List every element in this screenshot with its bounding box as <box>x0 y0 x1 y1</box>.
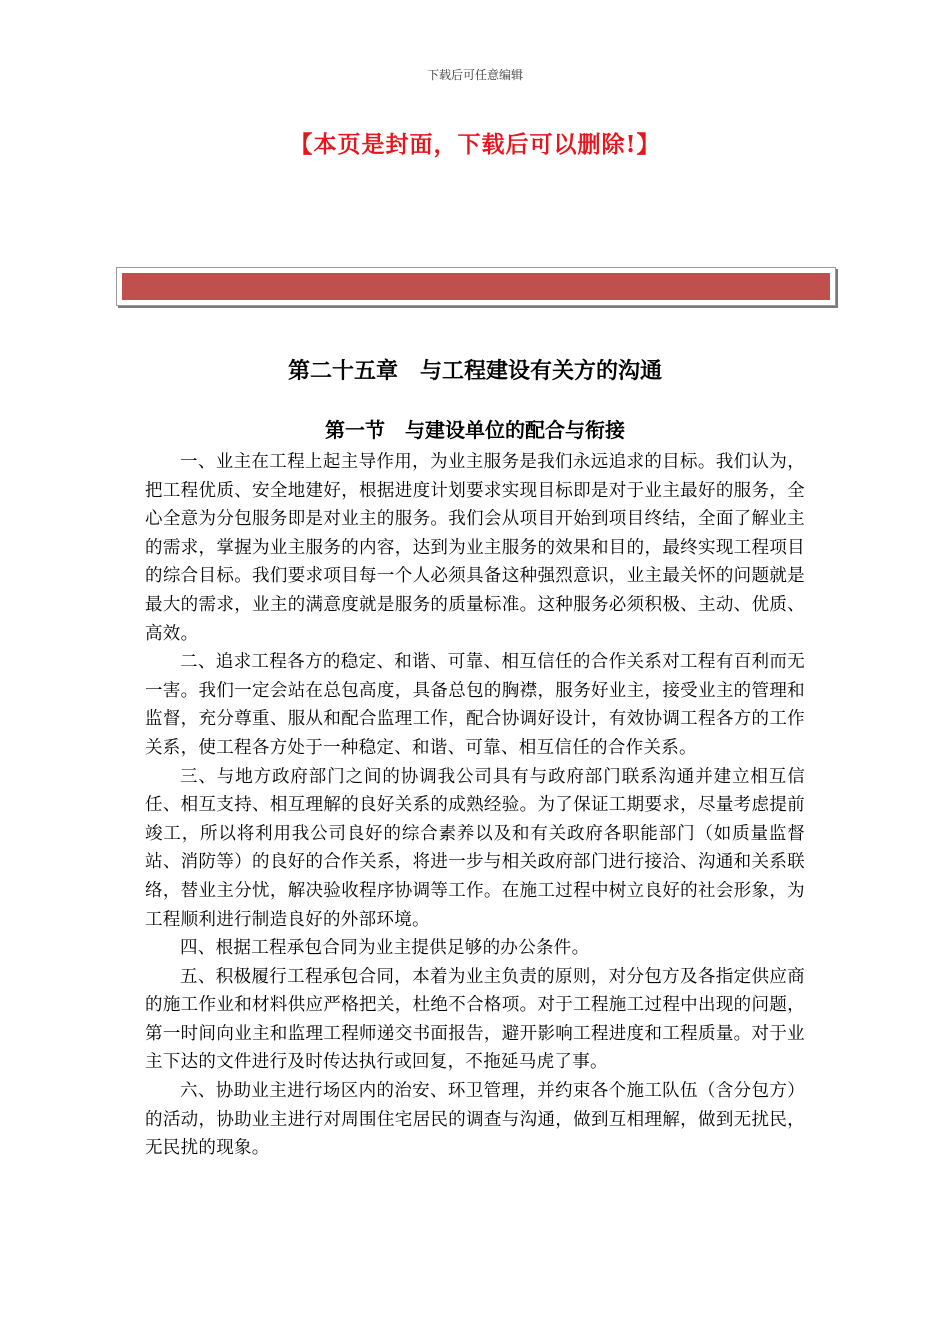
paragraph-5: 五、积极履行工程承包合同，本着为业主负责的原则，对分包方及各指定供应商的施工作业和材料供应严格把关，杜绝不合格项。对于工程施工过程中出现的问题，第一时间向业主和监理工程师递交书面报告，避开影响工程进度和工程质量。对于业主下达的文件进行及时传达执行或回复，不拖延马虎了事。 <box>145 966 805 1073</box>
header-note: 下载后可任意编辑 <box>426 68 523 82</box>
paragraph-1: 一、业主在工程上起主导作用，为业主服务是我们永远追求的目标。我们认为，把工程优质、安全地建好，根据进度计划要求实现目标即是对于业主最好的服务，全心全意为分包服务即是对业主的服务。我们会从项目开始到项目终结，全面了解业主的需求，掌握为业主服务的内容，达到为业主服务的效果和目的，最终实现工程项目的综合目标。我们要求项目每一个人必须具备这种强烈意识，业主最关怀的问题就是最大的需求，业主的满意度就是服务的质量标准。这种服务必须积极、主动、优质、高效。 <box>145 452 805 644</box>
cover-notice: 【本页是封面，下载后可以删除!】 <box>289 131 661 158</box>
decorative-banner <box>116 267 836 306</box>
paragraph-4: 四、根据工程承包合同为业主提供足够的办公条件。 <box>180 938 590 959</box>
chapter-title: 第二十五章 与工程建设有关方的沟通 <box>287 358 662 384</box>
paragraph-6: 六、协助业主进行场区内的治安、环卫管理，并约束各个施工队伍（含分包方）的活动，协助业主进行对周围住宅居民的调查与沟通，做到互相理解，做到无扰民，无民扰的现象。 <box>145 1081 805 1159</box>
body-text <box>145 448 805 1163</box>
paragraph-2: 二、追求工程各方的稳定、和谐、可靠、相互信任的合作关系对工程有百利而无一害。我们一定会站在总包高度，具备总包的胸襟，服务好业主，接受业主的管理和监督，充分尊重、服从和配合监理工作，配合协调好设计，有效协调工程各方的工作关系，使工程各方处于一种稳定、和谐、可靠、相互信任的合作关系。 <box>145 652 805 758</box>
paragraph-3: 三、与地方政府部门之间的协调我公司具有与政府部门联系沟通并建立相互信任、相互支持、相互理解的良好关系的成熟经验。为了保证工期要求，尽量考虑提前竣工，所以将利用我公司良好的综合素养以及和有关政府各职能部门（如质量监督站、消防等）的良好的合作关系，将进一步与相关政府部门进行接洽、沟通和关系联络，替业主分忧，解决验收程序协调等工作。在施工过程中树立良好的社会形象，为工程顺利进行制造良好的外部环境。 <box>145 766 805 930</box>
banner-fill <box>122 273 830 300</box>
section-title: 第一节 与建设单位的配合与衔接 <box>325 418 625 442</box>
